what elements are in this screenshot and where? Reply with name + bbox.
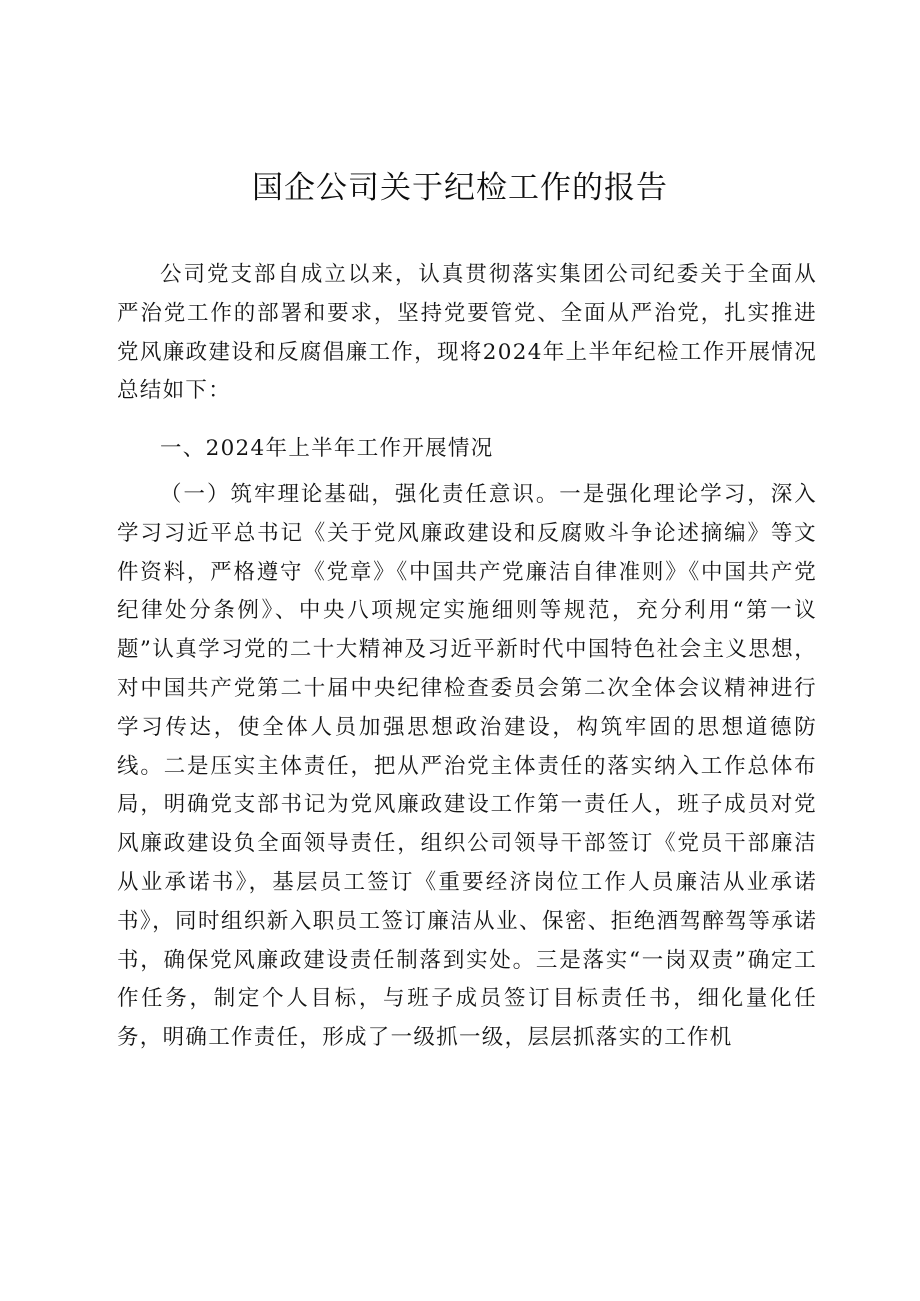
intro-paragraph <box>117 256 817 411</box>
intro-paragraph-text: 公司党支部自成立以来，认真贯彻落实集团公司纪委关于全面从严治党工作的部署和要求，坚持党要管党、全面从严治党，扎实推进党风廉政建设和反腐倡廉工作，现将2024年上半年纪检工作开展情况总结如下： <box>117 262 817 404</box>
section-paragraph <box>117 476 817 1156</box>
section-heading <box>117 430 817 469</box>
section-heading-text: 一、2024年上半年工作开展情况 <box>160 436 494 461</box>
section-paragraph-text: （一）筑牢理论基础，强化责任意识。一是强化理论学习，深入学习习近平总书记《关于党风廉政建设和反腐败斗争论述摘编》等文件资料，严格遵守《党章》《中国共产党廉洁自律准则》《中国共产党纪律处分条例》、中央八项规定实施细则等规范，充分利用“第一议题”认真学习党的二十大精神及习近平新时代中国特色社会主义思想，对中国共产党第二十届中央纪律检查委员会第二次全体会议精神进行学习传达，使全体人员加强思想政治建设，构筑牢固的思想道德防线。二是压实主体责任，把从严治党主体责任的落实纳入工作总体布局，明确党支部书记为党风廉政建设工作第一责任人，班子成员对党风廉政建设负全面领导责任，组织公司领导干部签订《党员干部廉洁从业承诺书》，基层员工签订《重要经济岗位工作人员廉洁从业承诺书》，同时组织新入职员工签订廉洁从业、保密、拒绝酒驾醉驾等承诺书，确保党风廉政建设责任制落到实处。三是落实“一岗双责”确定工作任务，制定个人目标，与班子成员签订目标责任书，细化量化任务，明确工作责任，形成了一级抓一级，层层抓落实的工作机 <box>117 482 817 1051</box>
document-title: 国企公司关于纪检工作的报告 <box>252 170 668 206</box>
